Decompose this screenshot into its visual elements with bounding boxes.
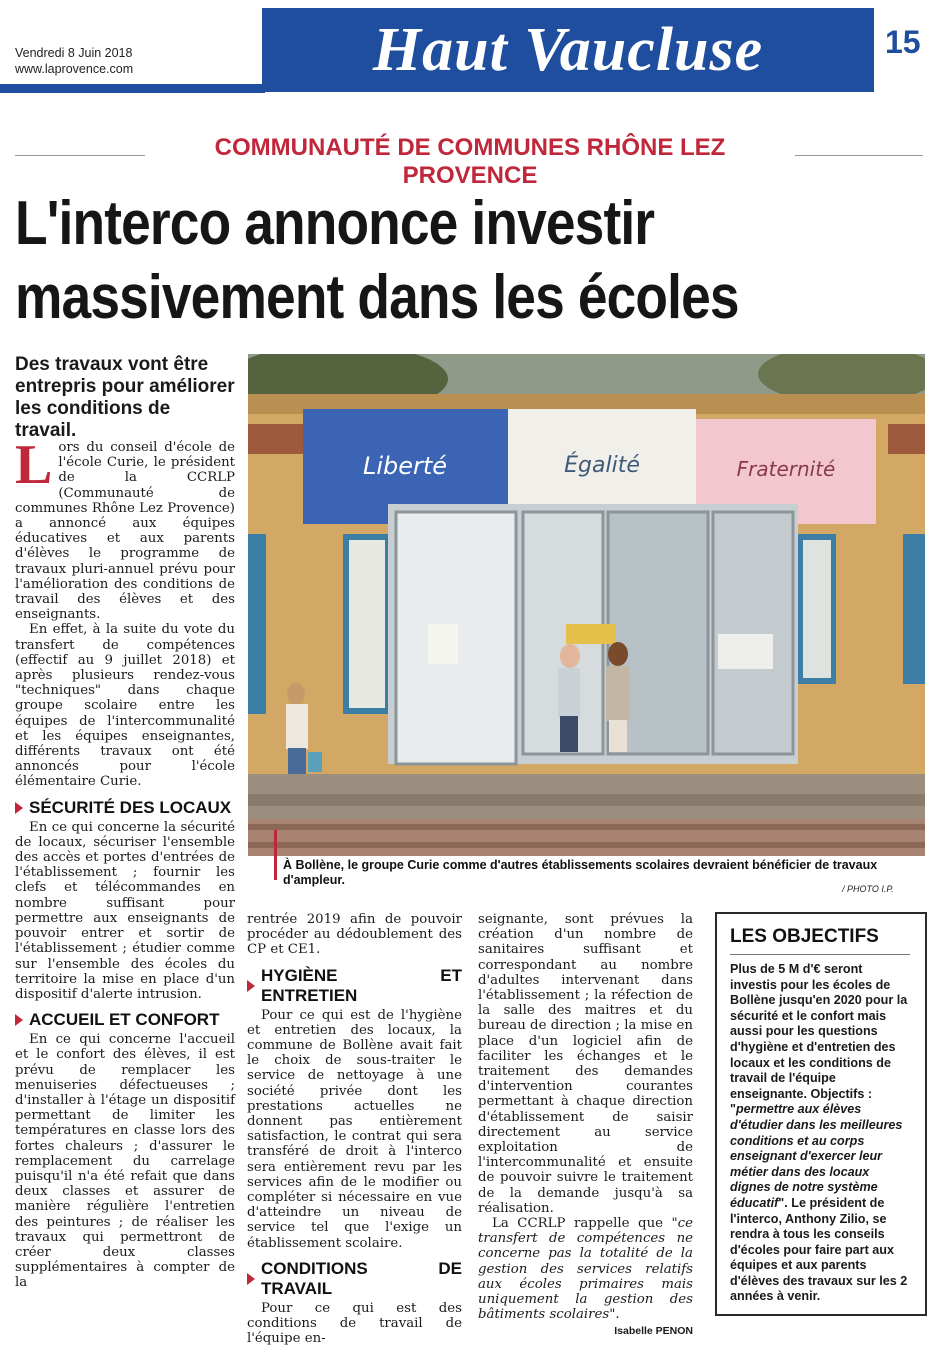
standfirst: Des travaux vont être entrepris pour améliorer les conditions de travail. xyxy=(15,354,235,441)
subhead-marker-icon xyxy=(15,1014,23,1026)
school-photo xyxy=(248,354,925,856)
rappel-quote: ce transfert de compétences ne concerne pas la totalité de la gestion des services relatifs aux écoles primaires mais uniquement la gestion des bâtiments scolaires xyxy=(478,1216,693,1323)
subhead-accueil xyxy=(15,1010,235,1030)
banner-egalite-label: Égalité xyxy=(564,453,640,478)
section-title: Haut Vaucluse xyxy=(372,15,764,84)
author-byline: Isabelle PENON xyxy=(614,1325,693,1338)
banner-fraternite-label: Fraternité xyxy=(736,457,836,481)
paragraph-rappel xyxy=(478,1216,693,1322)
column-2 xyxy=(247,912,462,1346)
rappel-end: ". xyxy=(609,1307,620,1323)
column-1 xyxy=(15,434,235,1291)
subhead-securite xyxy=(15,798,235,818)
headline-line-1: L'interco annonce investir xyxy=(15,189,655,258)
subhead-securite-label: SÉCURITÉ DES LOCAUX xyxy=(29,797,232,817)
caption-bar xyxy=(274,830,277,880)
masthead-rule xyxy=(0,84,265,93)
paragraph-securite: En ce qui concerne la sécurité de locaux, sécuriser l'ensemble des accès et portes d'entrées de l'établissement ; fournir les clefs et télécommandes en nombre suffisant pour permettre aux enseignants de pouvoir entrer et sortir de l'établissement ; étudier comme sur l'ensemble des écoles du territoire la mise en place d'un dispositif d'alerte intrusion. xyxy=(15,819,235,1002)
banner-liberte-label: Liberté xyxy=(362,452,448,480)
objectives-text xyxy=(730,962,910,1305)
headline-line-2: massivement dans les écoles xyxy=(15,263,739,332)
kicker-rule-left xyxy=(15,155,145,156)
page-number: 15 xyxy=(885,24,921,60)
paragraph-sanitaires: seignante, sont prévues la création d'un nombre de sanitaires suffisant et correspondant au nombre d'adultes intervenant dans l'établissement ; la réfection de la salle des maitres et du bureau de direction ; la mise en place d'un logiciel afin de faciliter les échanges et le traitement des demandes d'intervention courantes permettant à chaque direction d'établissement de saisir directement au service exploitation de l'intercommunalité et ensuite de pouvoir suivre le traitement de la demande jusqu'à sa réalisation. xyxy=(478,912,693,1216)
rappel-start: La CCRLP rappelle que " xyxy=(492,1216,678,1232)
paragraph-hygiene: Pour ce qui est de l'hygiène et entretien des locaux, la commune de Bollène avait fait le choix de sous-traiter le service de nettoyage à une société privée dont les prestations actuelles ne donnent pas entièrement satisfaction, le contrat qui sera transféré de droit à l'interco sera entièrement revu par les services afin de le modifier ou compléter si nécessaire en vue d'atteindre un niveau de service tel que l'exige un établissement scolaire. xyxy=(247,1007,462,1251)
subhead-marker-icon xyxy=(247,980,255,992)
issue-date: Vendredi 8 Juin 2018 xyxy=(15,46,133,60)
objectives-text-b: ". Le président de l'interco, Anthony Zilio, se rendra à tous les conseils d'écoles pour faire part aux équipes et aux parents d'élèves des travaux sur les 2 années à venir. xyxy=(730,1195,908,1304)
kicker-rule-right xyxy=(795,155,923,156)
subhead-marker-icon xyxy=(247,1273,255,1285)
photo-credit: / PHOTO I.P. xyxy=(842,884,894,894)
objectives-text-a: Plus de 5 M d'€ seront investis pour les écoles de Bollène jusqu'en 2020 pour la sécurité et le confort mais aussi pour les questions d'hygiène et d'entretien des locaux et les conditions de travail de l'équipe enseignante. Objectifs : " xyxy=(730,962,908,1117)
paragraph-rentree: rentrée 2019 afin de pouvoir procéder au dédoublement des CP et CE1. xyxy=(247,912,462,958)
paragraph-intro: ors du conseil d'école de l'école Curie, le président de la CCRLP (Communauté de communes Rhône Lez Provence) a annoncé aux équipes éducatives et aux parents d'élèves le programme de travaux pluri-annuel prévu pour l'amélioration des conditions de travail des élèves et des enseignants. xyxy=(15,440,235,623)
objectives-rule xyxy=(730,954,910,955)
website-link[interactable]: www.laprovence.com xyxy=(15,62,134,76)
drop-cap: L xyxy=(15,434,53,496)
paragraph-transfer: En effet, à la suite du vote du transfert de compétences (effectif au 9 juillet 2018) et après plusieurs rendez-vous "techniques" dans chaque groupe scolaire entre les équipes de l'intercommunalité et les équipes enseignantes, différents travaux ont été annoncés pour l'école élémentaire Curie. xyxy=(15,622,235,790)
subhead-hygiene xyxy=(247,966,462,1006)
paragraph-accueil: En ce qui concerne l'accueil et le confort des élèves, il est prévu de remplacer les menuiseries défectueuses ; d'installer à l'étage un dispositif permettant de limiter les températures en classe lors des fortes chaleurs ; d'assurer le remplacement du carrelage puisqu'il n'a été refait que dans deux classes et assurer de manière régulière l'entretien des peintures ; de réaliser les travaux qui permettront de créer deux classes supplémentaires à compter de la xyxy=(15,1032,235,1291)
paragraph-conditions: Pour ce qui est des conditions de travail de l'équipe en- xyxy=(247,1300,462,1346)
objectives-quote: permettre aux élèves d'étudier dans les meilleures conditions et au corps enseignant d'exercer leur métier dans des locaux dignes de notre système éducatif xyxy=(730,1102,903,1210)
subhead-conditions xyxy=(247,1259,462,1299)
photo-caption: À Bollène, le groupe Curie comme d'autres établissements scolaires devraient bénéficier de travaux d'ampleur. xyxy=(283,858,878,887)
subhead-conditions-label: CONDITIONS DE TRAVAIL xyxy=(261,1258,462,1298)
column-3 xyxy=(478,912,693,1339)
subhead-accueil-label: ACCUEIL ET CONFORT xyxy=(29,1010,220,1030)
subhead-hygiene-label: HYGIÈNE ET ENTRETIEN xyxy=(261,965,462,1005)
kicker: COMMUNAUTÉ DE COMMUNES RHÔNE LEZ PROVENCE xyxy=(214,134,726,189)
objectives-title: LES OBJECTIFS xyxy=(730,926,879,947)
subhead-marker-icon xyxy=(15,802,23,814)
